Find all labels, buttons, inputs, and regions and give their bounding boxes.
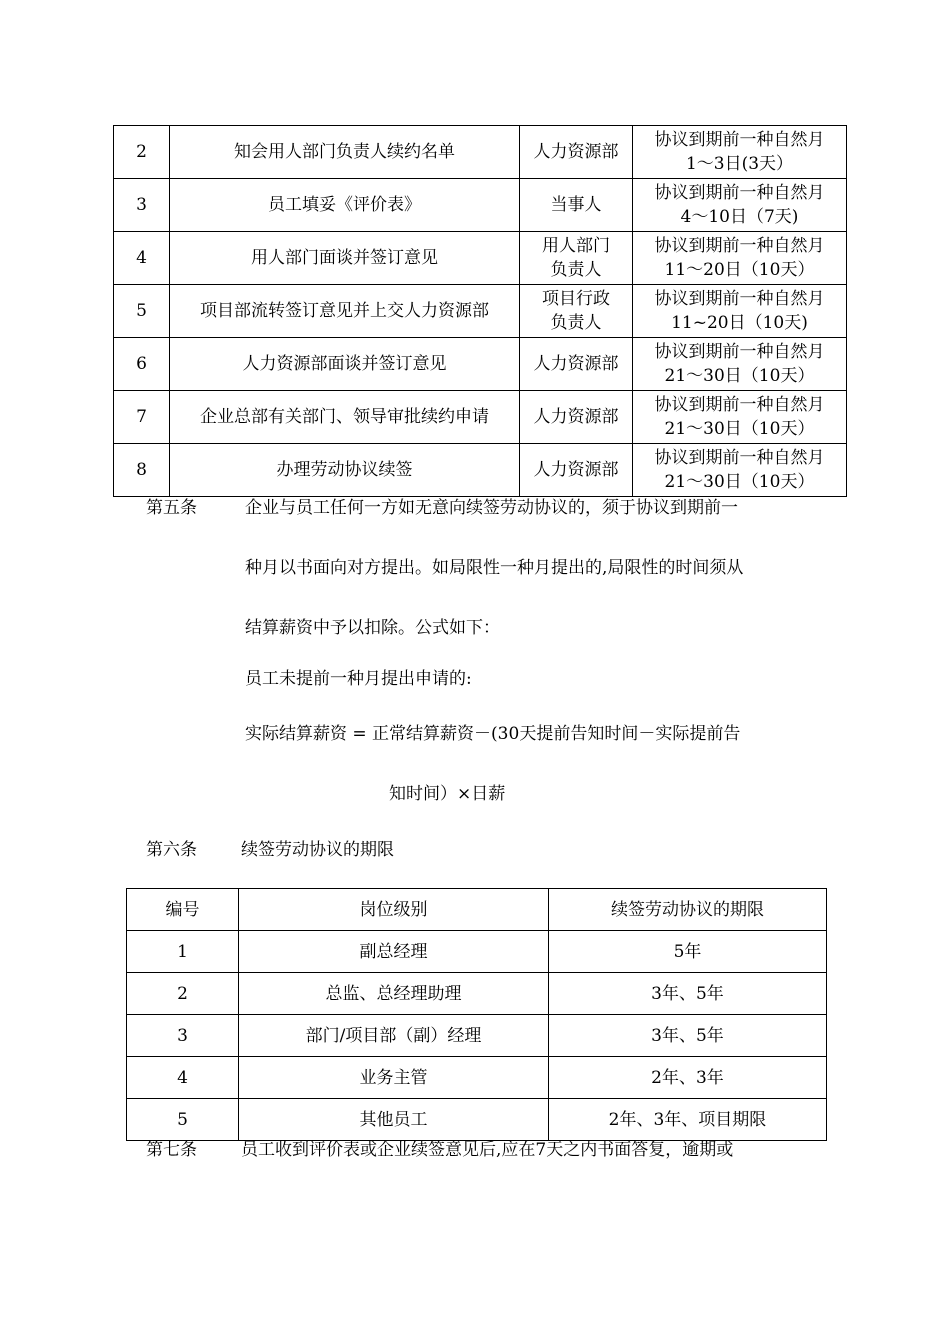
step-task: 人力资源部面谈并签订意见 [170,338,520,391]
renewal-term: 2年、3年、项目期限 [549,1099,827,1141]
step-number: 7 [114,391,170,444]
table-row [114,232,847,285]
step-time-line: 协议到期前一种自然月 [654,395,825,415]
step-time [633,179,847,232]
step-owner [520,444,633,497]
article6-label: 第六条 [146,840,197,860]
header-position-level: 岗位级别 [239,889,549,931]
renewal-term: 3年、5年 [549,1015,827,1057]
article5-line-1: 企业与员工任何一方如无意向续签劳动协议的，须于协议到期前一 [245,498,738,518]
header-renewal-term: 续签劳动协议的期限 [549,889,827,931]
step-task: 知会用人部门负责人续约名单 [170,126,520,179]
position-level: 副总经理 [239,931,549,973]
table-row [127,1015,827,1057]
article7-label: 第七条 [146,1140,197,1160]
article5-line-2: 种月以书面向对方提出。如局限性一种月提出的,局限性的时间须从 [245,558,744,578]
step-owner [520,338,633,391]
step-time-line: 协议到期前一种自然月 [654,236,825,256]
table-row [114,338,847,391]
step-time-line: 11~20日（10天) [671,313,808,333]
step-time-line: 4～10日（7天) [680,207,799,227]
step-owner [520,179,633,232]
step-time [633,126,847,179]
step-number: 3 [114,179,170,232]
step-time-line: 11～20日（10天） [664,260,815,280]
step-time [633,285,847,338]
article5-line-4: 员工未提前一种月提出申请的: [245,669,472,689]
renewal-term-table [126,888,827,1141]
step-owner-line: 负责人 [550,313,602,333]
renewal-process-table [113,125,847,497]
step-time-line: 协议到期前一种自然月 [654,130,825,150]
table-row [127,931,827,973]
renewal-term: 5年 [549,931,827,973]
header-number: 编号 [127,889,239,931]
term-number: 5 [127,1099,239,1141]
step-task: 企业总部有关部门、领导审批续约申请 [170,391,520,444]
step-owner-line: 项目行政 [542,289,610,309]
table-row [127,1099,827,1141]
step-time-line: 21～30日（10天） [664,419,815,439]
position-level: 其他员工 [239,1099,549,1141]
table-row [127,1057,827,1099]
step-time [633,391,847,444]
position-level: 部门/项目部（副）经理 [239,1015,549,1057]
step-time-line: 21～30日（10天） [664,472,815,492]
step-number: 6 [114,338,170,391]
step-owner-line: 人力资源部 [533,407,619,427]
step-owner-line: 人力资源部 [533,142,619,162]
table-row [114,179,847,232]
table-row [114,444,847,497]
step-time-line: 协议到期前一种自然月 [654,289,825,309]
step-time-line: 协议到期前一种自然月 [654,342,825,362]
article5-label: 第五条 [146,498,197,518]
step-time-line: 协议到期前一种自然月 [654,448,825,468]
step-time [633,232,847,285]
step-owner-line: 人力资源部 [533,460,619,480]
step-owner-line: 用人部门 [542,236,610,256]
formula-line-2: 知时间）×日薪 [389,784,506,804]
table-row [114,391,847,444]
step-owner [520,126,633,179]
step-owner [520,232,633,285]
term-number: 4 [127,1057,239,1099]
table-row [114,285,847,338]
term-number: 1 [127,931,239,973]
article5-line-3: 结算薪资中予以扣除。公式如下： [245,618,500,638]
step-time-line: 21～30日（10天） [664,366,815,386]
step-time [633,444,847,497]
term-number: 2 [127,973,239,1015]
step-time-line: 协议到期前一种自然月 [654,183,825,203]
step-number: 5 [114,285,170,338]
step-task: 项目部流转签订意见并上交人力资源部 [170,285,520,338]
article6-text: 续签劳动协议的期限 [241,840,394,860]
renewal-term: 3年、5年 [549,973,827,1015]
table-row [127,973,827,1015]
article7-text: 员工收到评价表或企业续签意见后,应在7天之内书面答复，逾期或 [241,1140,734,1160]
step-owner-line: 人力资源部 [533,354,619,374]
formula-line-1: 实际结算薪资 = 正常结算薪资－(30天提前告知时间－实际提前告 [245,724,741,744]
step-time [633,338,847,391]
step-owner-line: 当事人 [550,195,602,215]
step-time-line: 1～3日(3天） [685,154,794,174]
step-number: 8 [114,444,170,497]
step-task: 员工填妥《评价表》 [170,179,520,232]
step-owner-line: 负责人 [550,260,602,280]
table-header-row [127,889,827,931]
position-level: 业务主管 [239,1057,549,1099]
table-row [114,126,847,179]
position-level: 总监、总经理助理 [239,973,549,1015]
step-task: 用人部门面谈并签订意见 [170,232,520,285]
term-number: 3 [127,1015,239,1057]
step-owner [520,285,633,338]
step-task: 办理劳动协议续签 [170,444,520,497]
step-number: 4 [114,232,170,285]
step-number: 2 [114,126,170,179]
renewal-term: 2年、3年 [549,1057,827,1099]
step-owner [520,391,633,444]
